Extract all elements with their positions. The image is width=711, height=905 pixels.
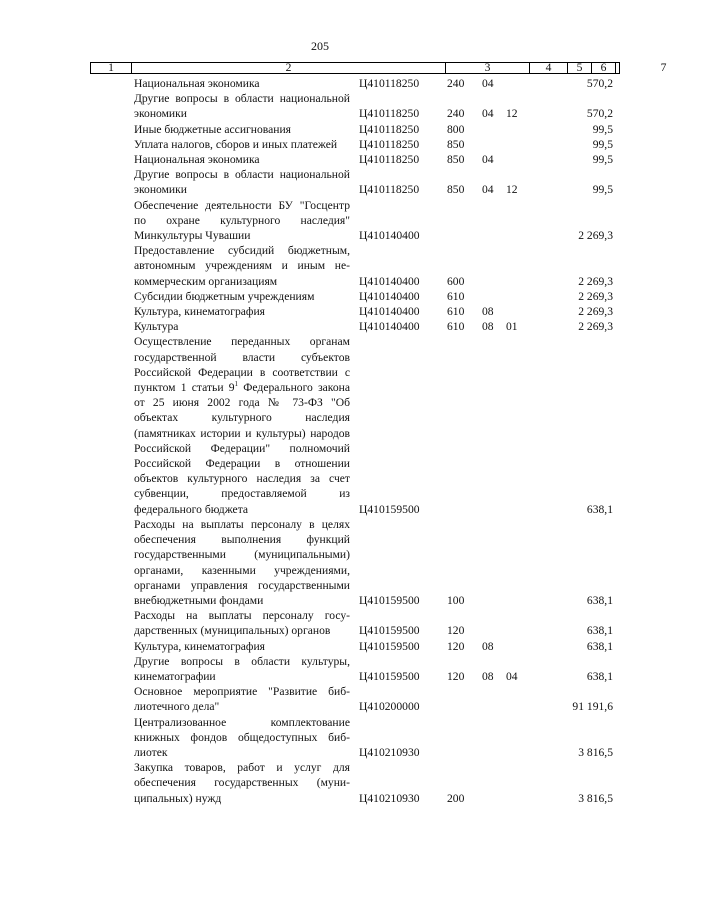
budget-table-body — [0, 76, 640, 806]
section-code: 04 — [482, 77, 494, 90]
row-description: Субсидии бюджетным учреждениям — [134, 289, 315, 303]
row-description: Расходы на выплаты персоналу государственных (муниципальных) органов — [134, 609, 350, 638]
table-row — [0, 684, 640, 714]
target-article-code: Ц410159500 — [359, 639, 420, 653]
table-row — [0, 334, 640, 516]
target-article-code: Ц410140400 — [359, 305, 420, 319]
target-article-code: Ц410118250 — [359, 137, 420, 151]
row-description: Уплата налогов, сборов и иных платежей — [134, 137, 338, 151]
amount: 99,5 — [592, 153, 613, 167]
superscript-index: 1 — [234, 380, 239, 389]
target-article-code: Ц410140400 — [359, 289, 420, 303]
amount: 2 269,3 — [578, 320, 613, 334]
subsection-code: 01 — [506, 320, 518, 334]
target-article-code: Ц410140400 — [359, 320, 420, 334]
amount: 638,1 — [586, 669, 613, 683]
row-description: Другие вопросы в области национальной экономики — [134, 92, 350, 121]
expense-type: 120 — [447, 624, 465, 638]
expense-type: 850 — [447, 153, 465, 167]
expense-type: 200 — [447, 791, 465, 805]
table-row — [0, 243, 640, 289]
row-description: Закупка товаров, работ и услуг для обеспечения государственных (муниципальных) нужд — [134, 761, 350, 805]
subsection-code: 12 — [506, 107, 518, 121]
amount: 638,1 — [586, 502, 613, 516]
section-code: 08 — [482, 669, 494, 683]
expense-type: 240 — [447, 77, 465, 90]
row-description: Основное мероприятие "Развитие библиотечного дела" — [134, 685, 350, 714]
expense-type: 610 — [447, 289, 465, 303]
header-col-1: 1 — [108, 61, 114, 74]
table-row — [0, 289, 640, 304]
amount: 3 816,5 — [578, 791, 613, 805]
table-row — [0, 122, 640, 137]
target-article-code: Ц410118250 — [359, 107, 420, 121]
amount: 570,2 — [586, 107, 613, 121]
row-description: Национальная экономика — [134, 77, 260, 90]
target-article-code: Ц410118250 — [359, 183, 420, 197]
expense-type: 120 — [447, 669, 465, 683]
section-code: 04 — [482, 153, 494, 167]
target-article-code: Ц410200000 — [359, 700, 420, 714]
section-code: 08 — [482, 320, 494, 334]
table-row — [0, 76, 640, 91]
table-row — [0, 91, 640, 121]
row-description-part: Осуществление переданных органам государственной власти субъектов Российской Федерации в соответствии с пунктом 1 статьи 9 — [134, 335, 350, 395]
target-article-code: Ц410159500 — [359, 624, 420, 638]
table-row — [0, 517, 640, 608]
amount: 2 269,3 — [578, 229, 613, 243]
target-article-code: Ц410140400 — [359, 229, 420, 243]
page-number: 205 — [311, 39, 329, 53]
expense-type: 610 — [447, 305, 465, 319]
amount: 3 816,5 — [578, 745, 613, 759]
amount: 99,5 — [592, 122, 613, 136]
amount: 570,2 — [586, 77, 613, 90]
expense-type: 600 — [447, 274, 465, 288]
target-article-code: Ц410159500 — [359, 502, 420, 516]
target-article-code: Ц410159500 — [359, 593, 420, 607]
expense-type: 610 — [447, 320, 465, 334]
section-code: 04 — [482, 107, 494, 121]
target-article-code: Ц410118250 — [359, 77, 420, 90]
table-row — [0, 715, 640, 761]
section-code: 04 — [482, 183, 494, 197]
amount: 91 191,6 — [572, 700, 613, 714]
section-code: 08 — [482, 305, 494, 319]
row-description: Обеспечение деятельности БУ "Госцентр по охране культурного наследия" Минкультуры Чувашии — [134, 198, 350, 243]
table-row — [0, 654, 640, 684]
row-description: Культура, кинематография — [134, 305, 265, 319]
table-row — [0, 608, 640, 638]
target-article-code: Ц410159500 — [359, 669, 420, 683]
expense-type: 850 — [447, 137, 465, 151]
row-description-part: Федерального закона от 25 июня 2002 года № 73-ФЗ "Об объектах культурного наследия (памятниках истории и культуры) народов Российской Федерации" полномочий Российской Федерации в отношении объектов культурного наследия за счет субвенции, предоставляемой из федерального бюджета — [134, 381, 350, 516]
table-row — [0, 198, 640, 244]
header-col-5: 5 — [567, 62, 591, 74]
expense-type: 120 — [447, 639, 465, 653]
amount: 638,1 — [586, 593, 613, 607]
subsection-code: 12 — [506, 183, 518, 197]
table-row — [0, 152, 640, 167]
target-article-code: Ц410140400 — [359, 274, 420, 288]
table-header — [90, 61, 667, 74]
header-col-3: 3 — [445, 62, 529, 74]
amount: 99,5 — [592, 183, 613, 197]
table-row — [0, 304, 640, 319]
row-description — [134, 334, 350, 516]
row-description: Расходы на выплаты персоналу в целях обеспечения выполнения функций государственными (муниципальными) органами, казенными учреждениями, органами управления государственными внебюджетными фондами — [134, 517, 350, 607]
target-article-code: Ц410210930 — [359, 745, 420, 759]
expense-type: 240 — [447, 107, 465, 121]
header-col-4: 4 — [529, 62, 567, 74]
row-description: Централизованное комплектование книжных фондов общедоступных библиотек — [134, 715, 350, 759]
amount: 638,1 — [586, 639, 613, 653]
amount: 2 269,3 — [578, 274, 613, 288]
amount: 638,1 — [586, 624, 613, 638]
target-article-code: Ц410210930 — [359, 791, 420, 805]
row-description: Культура, кинематография — [134, 639, 265, 653]
table-row — [0, 167, 640, 197]
target-article-code: Ц410118250 — [359, 153, 420, 167]
table-row — [0, 137, 640, 152]
amount: 2 269,3 — [578, 289, 613, 303]
row-description: Другие вопросы в области культуры, кинематографии — [134, 654, 350, 683]
target-article-code: Ц410118250 — [359, 122, 420, 136]
header-col-6: 6 — [591, 62, 615, 74]
table-row — [0, 760, 640, 806]
row-description: Национальная экономика — [134, 153, 260, 167]
amount: 2 269,3 — [578, 305, 613, 319]
table-row — [0, 639, 640, 654]
row-description: Другие вопросы в области национальной экономики — [134, 168, 350, 197]
expense-type: 100 — [447, 593, 465, 607]
row-description: Культура — [134, 320, 179, 334]
table-row — [0, 319, 640, 334]
expense-type: 850 — [447, 183, 465, 197]
header-col-7: 7 — [615, 62, 711, 74]
section-code: 08 — [482, 639, 494, 653]
subsection-code: 04 — [506, 669, 518, 683]
row-description: Предоставление субсидий бюджетным, автономным учреждениям и иным некоммерческим организациям — [134, 244, 350, 288]
row-description: Иные бюджетные ассигнования — [134, 122, 291, 136]
header-col-2: 2 — [131, 62, 445, 74]
expense-type: 800 — [447, 122, 465, 136]
amount: 99,5 — [592, 137, 613, 151]
